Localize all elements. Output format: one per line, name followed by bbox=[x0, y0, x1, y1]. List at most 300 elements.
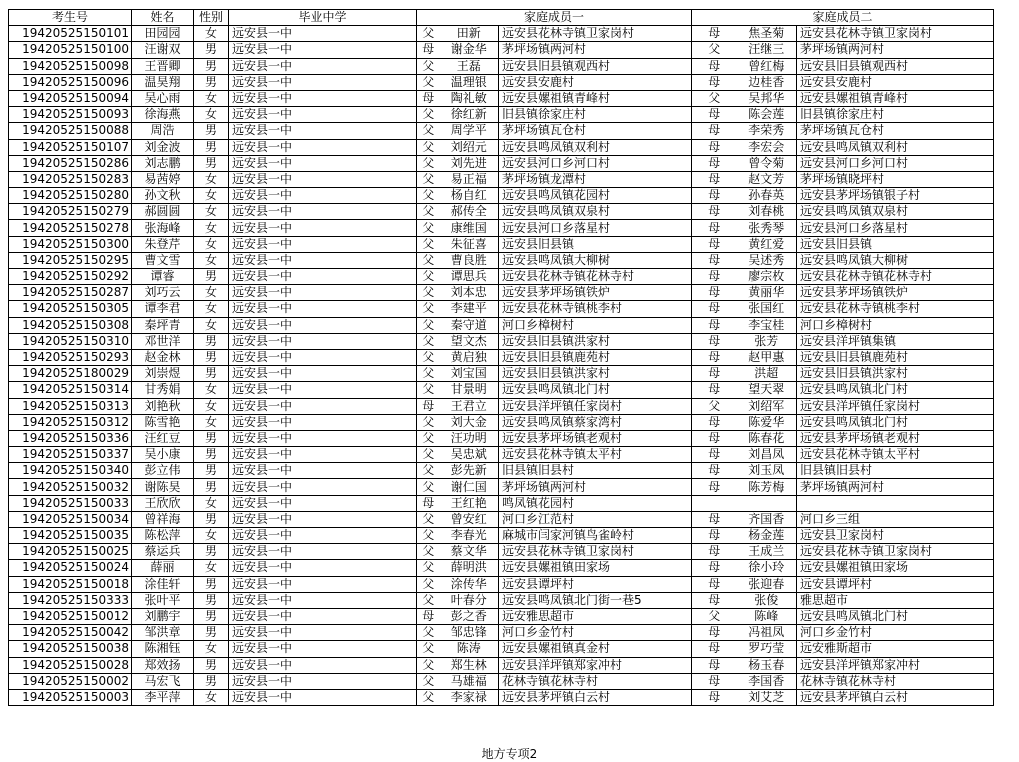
exam-number-cell: 19420525150308 bbox=[9, 317, 132, 333]
member1-relation-cell: 父 bbox=[417, 188, 440, 204]
student-name-cell: 王欣欣 bbox=[132, 495, 194, 511]
school-cell: 远安县一中 bbox=[229, 26, 417, 42]
member1-name-cell: 杨自红 bbox=[440, 188, 499, 204]
member2-address-cell: 远安县旧县镇鹿苑村 bbox=[797, 349, 994, 365]
member2-name-cell: 刘春桃 bbox=[737, 204, 797, 220]
member2-address-cell: 远安县安鹿村 bbox=[797, 74, 994, 90]
member2-name-cell: 洪超 bbox=[737, 366, 797, 382]
member1-name-cell: 李春光 bbox=[440, 528, 499, 544]
exam-number-cell: 19420525150300 bbox=[9, 236, 132, 252]
member2-address-cell: 茅坪场镇晓坪村 bbox=[797, 171, 994, 187]
member2-address-cell: 远安县嫘祖镇青峰村 bbox=[797, 90, 994, 106]
header-family-member-two: 家庭成员二 bbox=[692, 10, 994, 26]
table-row bbox=[9, 463, 994, 479]
member1-address-cell: 远安县洋坪镇郑家冲村 bbox=[499, 657, 692, 673]
member1-address-cell: 河口乡江范村 bbox=[499, 511, 692, 527]
table-row bbox=[9, 26, 994, 42]
student-name-cell: 蔡运兵 bbox=[132, 544, 194, 560]
table-row bbox=[9, 236, 994, 252]
member2-name-cell: 刘艾芝 bbox=[737, 689, 797, 705]
exam-number-cell: 19420525150018 bbox=[9, 576, 132, 592]
table-row bbox=[9, 430, 994, 446]
student-name-cell: 薛丽 bbox=[132, 560, 194, 576]
member2-relation-cell: 母 bbox=[692, 528, 737, 544]
member2-name-cell: 孙春英 bbox=[737, 188, 797, 204]
student-name-cell: 曾祥海 bbox=[132, 511, 194, 527]
table-row bbox=[9, 349, 994, 365]
member1-relation-cell: 父 bbox=[417, 74, 440, 90]
gender-cell: 女 bbox=[194, 301, 229, 317]
member1-address-cell: 远安县嫘祖镇青峰村 bbox=[499, 90, 692, 106]
member1-relation-cell: 父 bbox=[417, 285, 440, 301]
member2-relation-cell: 母 bbox=[692, 123, 737, 139]
gender-cell: 女 bbox=[194, 236, 229, 252]
gender-cell: 女 bbox=[194, 689, 229, 705]
member2-name-cell: 汪继三 bbox=[737, 42, 797, 58]
student-name-cell: 周浩 bbox=[132, 123, 194, 139]
table-row bbox=[9, 42, 994, 58]
school-cell: 远安县一中 bbox=[229, 188, 417, 204]
table-row bbox=[9, 301, 994, 317]
member2-relation-cell: 母 bbox=[692, 236, 737, 252]
gender-cell: 男 bbox=[194, 58, 229, 74]
table-row bbox=[9, 382, 994, 398]
member1-name-cell: 涂传华 bbox=[440, 576, 499, 592]
table-row bbox=[9, 528, 994, 544]
member1-address-cell: 远安县鸣凤镇双泉村 bbox=[499, 204, 692, 220]
member2-name-cell: 杨金莲 bbox=[737, 528, 797, 544]
member2-address-cell: 远安县鸣凤镇北门村 bbox=[797, 382, 994, 398]
member2-address-cell: 河口乡樟树村 bbox=[797, 317, 994, 333]
school-cell: 远安县一中 bbox=[229, 479, 417, 495]
member2-address-cell: 远安县旧县镇观西村 bbox=[797, 58, 994, 74]
gender-cell: 女 bbox=[194, 90, 229, 106]
gender-cell: 女 bbox=[194, 641, 229, 657]
member1-relation-cell: 父 bbox=[417, 333, 440, 349]
member1-name-cell: 陈涛 bbox=[440, 641, 499, 657]
member1-relation-cell: 父 bbox=[417, 220, 440, 236]
member2-name-cell: 陈春花 bbox=[737, 430, 797, 446]
table-row bbox=[9, 366, 994, 382]
member1-relation-cell: 父 bbox=[417, 625, 440, 641]
member1-relation-cell: 父 bbox=[417, 26, 440, 42]
student-name-cell: 甘秀娟 bbox=[132, 382, 194, 398]
member2-address-cell: 旧县镇旧县村 bbox=[797, 463, 994, 479]
table-row bbox=[9, 447, 994, 463]
student-name-cell: 彭立伟 bbox=[132, 463, 194, 479]
member2-name-cell: 张秀琴 bbox=[737, 220, 797, 236]
member2-relation-cell: 母 bbox=[692, 382, 737, 398]
gender-cell: 女 bbox=[194, 382, 229, 398]
exam-number-cell: 19420525150336 bbox=[9, 430, 132, 446]
school-cell: 远安县一中 bbox=[229, 349, 417, 365]
member2-name-cell: 李宏会 bbox=[737, 139, 797, 155]
member2-name-cell: 杨玉春 bbox=[737, 657, 797, 673]
member1-address-cell: 旧县镇徐家庄村 bbox=[499, 107, 692, 123]
member1-address-cell: 旧县镇旧县村 bbox=[499, 463, 692, 479]
member1-address-cell: 远安县谭坪村 bbox=[499, 576, 692, 592]
table-row bbox=[9, 479, 994, 495]
member2-relation-cell: 母 bbox=[692, 689, 737, 705]
member2-address-cell: 远安县河口乡河口村 bbox=[797, 155, 994, 171]
member1-address-cell: 远安县河口乡落星村 bbox=[499, 220, 692, 236]
member1-address-cell: 河口乡金竹村 bbox=[499, 625, 692, 641]
member2-address-cell: 雅思超市 bbox=[797, 592, 994, 608]
header-family-member-one: 家庭成员一 bbox=[417, 10, 692, 26]
school-cell: 远安县一中 bbox=[229, 204, 417, 220]
member2-relation-cell: 母 bbox=[692, 188, 737, 204]
member2-relation-cell: 母 bbox=[692, 430, 737, 446]
member1-address-cell: 远安县旧县镇鹿苑村 bbox=[499, 349, 692, 365]
member1-relation-cell: 母 bbox=[417, 90, 440, 106]
school-cell: 远安县一中 bbox=[229, 269, 417, 285]
member1-relation-cell: 父 bbox=[417, 576, 440, 592]
exam-number-cell: 19420525150337 bbox=[9, 447, 132, 463]
member2-relation-cell: 母 bbox=[692, 560, 737, 576]
member1-address-cell: 远安县鸣凤镇蔡家湾村 bbox=[499, 414, 692, 430]
member2-name-cell: 张俊 bbox=[737, 592, 797, 608]
member1-address-cell: 茅坪场镇两河村 bbox=[499, 42, 692, 58]
member2-name-cell: 李荣秀 bbox=[737, 123, 797, 139]
member1-address-cell: 远安县鸣凤镇大柳树 bbox=[499, 252, 692, 268]
member1-name-cell: 陶礼敏 bbox=[440, 90, 499, 106]
school-cell: 远安县一中 bbox=[229, 317, 417, 333]
member1-name-cell: 易正福 bbox=[440, 171, 499, 187]
member2-address-cell: 花林寺镇花林寺村 bbox=[797, 673, 994, 689]
school-cell: 远安县一中 bbox=[229, 576, 417, 592]
member2-address-cell: 远安县茅坪场镇老观村 bbox=[797, 430, 994, 446]
member1-name-cell: 郝传全 bbox=[440, 204, 499, 220]
table-row bbox=[9, 204, 994, 220]
member1-name-cell: 温理银 bbox=[440, 74, 499, 90]
student-name-cell: 张海峰 bbox=[132, 220, 194, 236]
member1-name-cell: 李建平 bbox=[440, 301, 499, 317]
member1-relation-cell: 父 bbox=[417, 123, 440, 139]
exam-number-cell: 19420525150025 bbox=[9, 544, 132, 560]
exam-number-cell: 19420525150310 bbox=[9, 333, 132, 349]
exam-number-cell: 19420525150295 bbox=[9, 252, 132, 268]
member2-name-cell: 赵甲惠 bbox=[737, 349, 797, 365]
member1-name-cell: 汪功明 bbox=[440, 430, 499, 446]
member1-name-cell: 秦守道 bbox=[440, 317, 499, 333]
school-cell: 远安县一中 bbox=[229, 544, 417, 560]
member1-name-cell: 刘绍元 bbox=[440, 139, 499, 155]
member1-relation-cell: 父 bbox=[417, 301, 440, 317]
page-footer: 地方专项2 bbox=[481, 747, 538, 761]
student-name-cell: 刘巧云 bbox=[132, 285, 194, 301]
member2-address-cell: 茅坪场镇两河村 bbox=[797, 479, 994, 495]
exam-number-cell: 19420525150333 bbox=[9, 592, 132, 608]
member1-relation-cell: 母 bbox=[417, 608, 440, 624]
member1-relation-cell: 母 bbox=[417, 495, 440, 511]
school-cell: 远安县一中 bbox=[229, 58, 417, 74]
gender-cell: 男 bbox=[194, 155, 229, 171]
member1-relation-cell: 父 bbox=[417, 657, 440, 673]
member2-name-cell: 曾令菊 bbox=[737, 155, 797, 171]
member2-address-cell: 远安县花林寺镇卫家岗村 bbox=[797, 544, 994, 560]
member1-relation-cell: 父 bbox=[417, 528, 440, 544]
school-cell: 远安县一中 bbox=[229, 592, 417, 608]
school-cell: 远安县一中 bbox=[229, 171, 417, 187]
table-row bbox=[9, 511, 994, 527]
school-cell: 远安县一中 bbox=[229, 430, 417, 446]
gender-cell: 男 bbox=[194, 430, 229, 446]
member2-address-cell: 远安县洋坪镇郑家冲村 bbox=[797, 657, 994, 673]
student-name-cell: 易茜婷 bbox=[132, 171, 194, 187]
member2-relation-cell: 母 bbox=[692, 107, 737, 123]
member2-relation-cell: 母 bbox=[692, 447, 737, 463]
member1-relation-cell: 父 bbox=[417, 269, 440, 285]
member1-relation-cell: 父 bbox=[417, 560, 440, 576]
gender-cell: 女 bbox=[194, 398, 229, 414]
exam-number-cell: 19420525150287 bbox=[9, 285, 132, 301]
member1-relation-cell: 父 bbox=[417, 139, 440, 155]
table-row bbox=[9, 155, 994, 171]
member2-relation-cell: 母 bbox=[692, 26, 737, 42]
member1-name-cell: 刘宝国 bbox=[440, 366, 499, 382]
exam-number-cell: 19420525150314 bbox=[9, 382, 132, 398]
gender-cell: 男 bbox=[194, 592, 229, 608]
school-cell: 远安县一中 bbox=[229, 560, 417, 576]
exam-number-cell: 19420525150280 bbox=[9, 188, 132, 204]
member2-address-cell bbox=[797, 495, 994, 511]
gender-cell: 男 bbox=[194, 42, 229, 58]
table-row bbox=[9, 90, 994, 106]
table-row bbox=[9, 107, 994, 123]
student-name-cell: 陈松萍 bbox=[132, 528, 194, 544]
member2-relation-cell: 母 bbox=[692, 366, 737, 382]
member2-relation-cell: 母 bbox=[692, 657, 737, 673]
member2-address-cell: 远安县嫘祖镇田家场 bbox=[797, 560, 994, 576]
student-family-table bbox=[8, 9, 994, 706]
member1-name-cell: 彭先新 bbox=[440, 463, 499, 479]
member1-address-cell: 远安县旧县镇洪家村 bbox=[499, 333, 692, 349]
member1-relation-cell: 父 bbox=[417, 463, 440, 479]
gender-cell: 男 bbox=[194, 479, 229, 495]
gender-cell: 女 bbox=[194, 317, 229, 333]
student-name-cell: 汪红豆 bbox=[132, 430, 194, 446]
member1-relation-cell: 父 bbox=[417, 544, 440, 560]
exam-number-cell: 19420525150035 bbox=[9, 528, 132, 544]
member2-address-cell: 茅坪场镇瓦仓村 bbox=[797, 123, 994, 139]
member1-relation-cell: 父 bbox=[417, 155, 440, 171]
member2-name-cell: 罗巧莹 bbox=[737, 641, 797, 657]
exam-number-cell: 19420525150042 bbox=[9, 625, 132, 641]
member2-relation-cell: 母 bbox=[692, 414, 737, 430]
member2-address-cell: 远安县鸣凤镇北门村 bbox=[797, 608, 994, 624]
member2-relation-cell: 母 bbox=[692, 317, 737, 333]
school-cell: 远安县一中 bbox=[229, 252, 417, 268]
exam-number-cell: 19420525150312 bbox=[9, 414, 132, 430]
member1-address-cell: 远安县嫘祖镇真金村 bbox=[499, 641, 692, 657]
table-row bbox=[9, 560, 994, 576]
member2-address-cell: 远安县茅坪镇白云村 bbox=[797, 689, 994, 705]
member2-name-cell: 李宝桂 bbox=[737, 317, 797, 333]
table-row bbox=[9, 592, 994, 608]
exam-number-cell: 19420525150096 bbox=[9, 74, 132, 90]
exam-number-cell: 19420525150313 bbox=[9, 398, 132, 414]
exam-number-cell: 19420525150032 bbox=[9, 479, 132, 495]
member1-relation-cell: 母 bbox=[417, 42, 440, 58]
gender-cell: 女 bbox=[194, 204, 229, 220]
member2-relation-cell: 母 bbox=[692, 625, 737, 641]
member1-name-cell: 吴忠斌 bbox=[440, 447, 499, 463]
member2-address-cell: 远安县花林寺镇桃李村 bbox=[797, 301, 994, 317]
member2-name-cell: 王成兰 bbox=[737, 544, 797, 560]
member1-name-cell: 望文杰 bbox=[440, 333, 499, 349]
member1-address-cell: 远安县花林寺镇卫家岗村 bbox=[499, 544, 692, 560]
school-cell: 远安县一中 bbox=[229, 528, 417, 544]
exam-number-cell: 19420525150292 bbox=[9, 269, 132, 285]
member1-address-cell: 远安县花林寺镇太平村 bbox=[499, 447, 692, 463]
gender-cell: 男 bbox=[194, 349, 229, 365]
school-cell: 远安县一中 bbox=[229, 74, 417, 90]
table-row bbox=[9, 285, 994, 301]
exam-number-cell: 19420525150098 bbox=[9, 58, 132, 74]
member1-relation-cell: 父 bbox=[417, 430, 440, 446]
member1-relation-cell: 父 bbox=[417, 107, 440, 123]
member1-relation-cell: 父 bbox=[417, 689, 440, 705]
member2-address-cell: 远安县鸣凤镇北门村 bbox=[797, 414, 994, 430]
member2-relation-cell: 父 bbox=[692, 42, 737, 58]
member2-relation-cell: 母 bbox=[692, 301, 737, 317]
school-cell: 远安县一中 bbox=[229, 236, 417, 252]
exam-number-cell: 19420525150279 bbox=[9, 204, 132, 220]
gender-cell: 男 bbox=[194, 608, 229, 624]
member2-name-cell: 李国香 bbox=[737, 673, 797, 689]
student-name-cell: 马宏飞 bbox=[132, 673, 194, 689]
gender-cell: 男 bbox=[194, 544, 229, 560]
member1-address-cell: 茅坪场镇瓦仓村 bbox=[499, 123, 692, 139]
student-name-cell: 刘鹏宇 bbox=[132, 608, 194, 624]
member2-name-cell: 吴述秀 bbox=[737, 252, 797, 268]
member1-relation-cell: 父 bbox=[417, 349, 440, 365]
member1-address-cell: 茅坪场镇龙潭村 bbox=[499, 171, 692, 187]
exam-number-cell: 19420525150094 bbox=[9, 90, 132, 106]
member1-relation-cell: 父 bbox=[417, 382, 440, 398]
school-cell: 远安县一中 bbox=[229, 42, 417, 58]
member2-address-cell: 远安县谭坪村 bbox=[797, 576, 994, 592]
member1-name-cell: 马雄福 bbox=[440, 673, 499, 689]
member1-relation-cell: 父 bbox=[417, 58, 440, 74]
member1-address-cell: 远安县旧县镇 bbox=[499, 236, 692, 252]
member2-relation-cell: 母 bbox=[692, 269, 737, 285]
member1-address-cell: 远安县茅坪镇白云村 bbox=[499, 689, 692, 705]
gender-cell: 女 bbox=[194, 220, 229, 236]
member2-address-cell: 远安县茅坪场镇银子村 bbox=[797, 188, 994, 204]
member2-address-cell: 远安县鸣凤镇双利村 bbox=[797, 139, 994, 155]
member1-address-cell: 远安县嫘祖镇田家场 bbox=[499, 560, 692, 576]
header-graduated-school: 毕业中学 bbox=[229, 10, 417, 26]
member1-address-cell: 远安雅思超市 bbox=[499, 608, 692, 624]
member2-address-cell: 远安县卫家岗村 bbox=[797, 528, 994, 544]
exam-number-cell: 19420525150283 bbox=[9, 171, 132, 187]
gender-cell: 男 bbox=[194, 576, 229, 592]
member1-relation-cell: 父 bbox=[417, 252, 440, 268]
member2-name-cell: 陈芳梅 bbox=[737, 479, 797, 495]
exam-number-cell: 19420525150028 bbox=[9, 657, 132, 673]
member2-name-cell: 黄丽华 bbox=[737, 285, 797, 301]
member2-relation-cell: 母 bbox=[692, 673, 737, 689]
member1-address-cell: 远安县鸣凤镇双利村 bbox=[499, 139, 692, 155]
gender-cell: 男 bbox=[194, 463, 229, 479]
member2-name-cell: 陈峰 bbox=[737, 608, 797, 624]
exam-number-cell: 19420525150003 bbox=[9, 689, 132, 705]
member1-address-cell: 远安县鸣凤镇北门村 bbox=[499, 382, 692, 398]
member2-relation-cell: 父 bbox=[692, 90, 737, 106]
student-name-cell: 李平萍 bbox=[132, 689, 194, 705]
table-row bbox=[9, 398, 994, 414]
member2-name-cell: 曾红梅 bbox=[737, 58, 797, 74]
member2-name-cell: 边桂香 bbox=[737, 74, 797, 90]
member1-name-cell: 刘先进 bbox=[440, 155, 499, 171]
member2-name-cell: 焦圣菊 bbox=[737, 26, 797, 42]
member1-relation-cell: 父 bbox=[417, 511, 440, 527]
student-name-cell: 田园园 bbox=[132, 26, 194, 42]
member1-relation-cell: 父 bbox=[417, 414, 440, 430]
table-row bbox=[9, 58, 994, 74]
gender-cell: 男 bbox=[194, 74, 229, 90]
member2-name-cell: 刘绍军 bbox=[737, 398, 797, 414]
member2-relation-cell: 母 bbox=[692, 285, 737, 301]
school-cell: 远安县一中 bbox=[229, 463, 417, 479]
member2-relation-cell: 母 bbox=[692, 511, 737, 527]
exam-number-cell: 19420525150002 bbox=[9, 673, 132, 689]
table-row bbox=[9, 641, 994, 657]
member1-relation-cell: 父 bbox=[417, 479, 440, 495]
school-cell: 远安县一中 bbox=[229, 285, 417, 301]
member2-relation-cell: 母 bbox=[692, 58, 737, 74]
gender-cell: 女 bbox=[194, 188, 229, 204]
member2-name-cell: 刘玉凤 bbox=[737, 463, 797, 479]
member1-address-cell: 远安县花林寺镇花林寺村 bbox=[499, 269, 692, 285]
member1-name-cell: 王君立 bbox=[440, 398, 499, 414]
student-name-cell: 谭李君 bbox=[132, 301, 194, 317]
member1-relation-cell: 母 bbox=[417, 398, 440, 414]
student-name-cell: 邹洪章 bbox=[132, 625, 194, 641]
member1-name-cell: 彭之香 bbox=[440, 608, 499, 624]
gender-cell: 男 bbox=[194, 333, 229, 349]
header-row bbox=[9, 10, 994, 26]
table-row bbox=[9, 495, 994, 511]
exam-number-cell: 19420525150100 bbox=[9, 42, 132, 58]
student-name-cell: 赵金林 bbox=[132, 349, 194, 365]
member2-relation-cell: 母 bbox=[692, 252, 737, 268]
member2-name-cell: 廖宗枚 bbox=[737, 269, 797, 285]
member1-name-cell: 王红艳 bbox=[440, 495, 499, 511]
student-name-cell: 郑效扬 bbox=[132, 657, 194, 673]
exam-number-cell: 19420525150088 bbox=[9, 123, 132, 139]
student-name-cell: 秦坪青 bbox=[132, 317, 194, 333]
school-cell: 远安县一中 bbox=[229, 689, 417, 705]
gender-cell: 女 bbox=[194, 252, 229, 268]
exam-number-cell: 19420525150107 bbox=[9, 139, 132, 155]
student-name-cell: 陈雪艳 bbox=[132, 414, 194, 430]
member2-relation-cell: 母 bbox=[692, 155, 737, 171]
member2-relation-cell: 母 bbox=[692, 74, 737, 90]
school-cell: 远安县一中 bbox=[229, 398, 417, 414]
school-cell: 远安县一中 bbox=[229, 641, 417, 657]
member1-address-cell: 远安县花林寺镇桃李村 bbox=[499, 301, 692, 317]
member1-name-cell: 曾安红 bbox=[440, 511, 499, 527]
exam-number-cell: 19420525150034 bbox=[9, 511, 132, 527]
member2-name-cell: 吴邦华 bbox=[737, 90, 797, 106]
member2-relation-cell: 母 bbox=[692, 544, 737, 560]
table-row bbox=[9, 625, 994, 641]
gender-cell: 男 bbox=[194, 511, 229, 527]
member1-name-cell: 刘本忠 bbox=[440, 285, 499, 301]
table-row bbox=[9, 576, 994, 592]
